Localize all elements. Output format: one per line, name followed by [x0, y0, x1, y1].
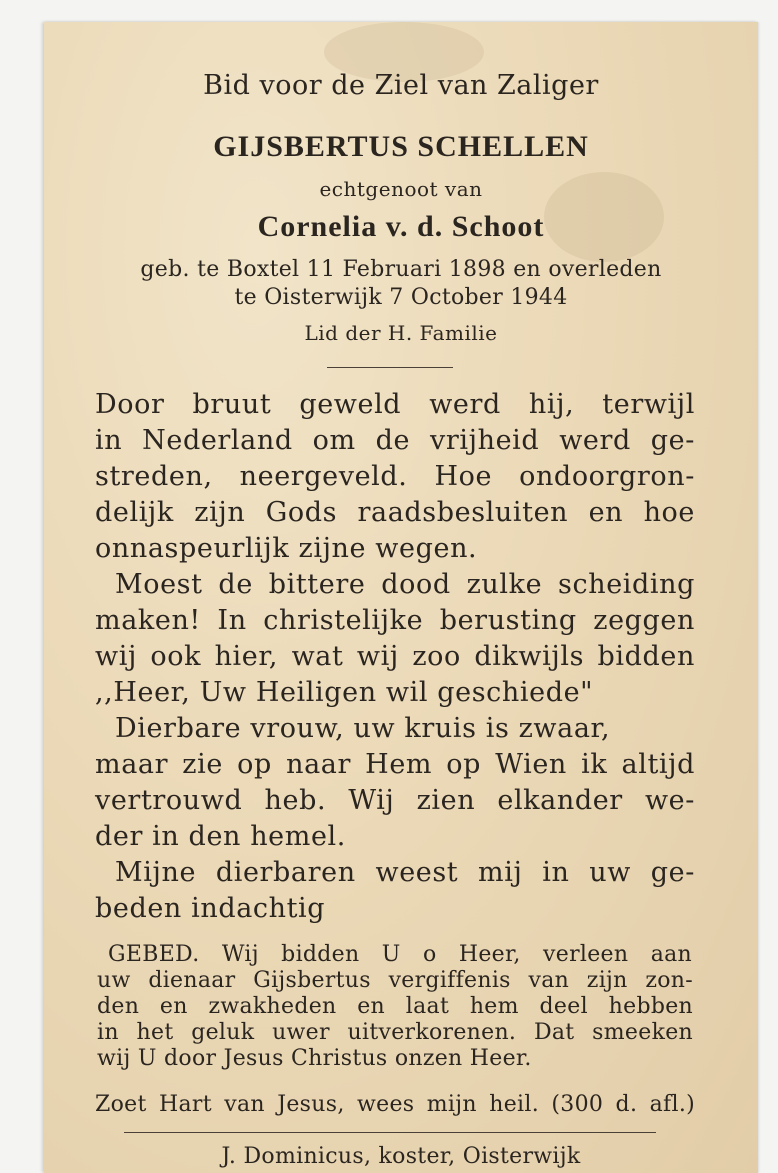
body-line: beden indachtig	[95, 893, 326, 924]
body-line: Moest de bittere dood zulke scheiding	[115, 569, 695, 600]
birth-death-line: te Oisterwijk 7 October 1944	[234, 285, 568, 310]
indulgence: Zoet Hart van Jesus, wees mijn heil. (300 d. afl.)	[95, 1092, 695, 1117]
body-line: streden, neergeveld. Hoe ondoorgron-	[95, 461, 695, 492]
deceased-name: GIJSBERTUS SCHELLEN	[213, 130, 589, 163]
spouse-name: Cornelia v. d. Schoot	[257, 210, 545, 243]
prayer-line: GEBED. Wij bidden U o Heer, verleen aan	[108, 942, 692, 967]
birth-death-line: geb. te Boxtel 11 Februari 1898 en overleden	[140, 257, 662, 282]
prayer-line: den en zwakheden en laat hem deel hebben	[97, 994, 693, 1019]
printer: J. Dominicus, koster, Oisterwijk	[221, 1144, 581, 1169]
divider	[124, 1132, 656, 1133]
prayer-line: in het geluk uwer uitverkorenen. Dat smeeken	[97, 1020, 693, 1045]
body-line: delijk zijn Gods raadsbesluiten en hoe	[95, 497, 695, 528]
body-line: Door bruut geweld werd hij, terwijl	[95, 389, 695, 420]
memorial-card	[44, 22, 758, 1173]
body-line: wij ook hier, wat wij zoo dikwijls bidden	[95, 641, 695, 672]
body-line: ,,Heer, Uw Heiligen wil geschiede"	[95, 677, 594, 708]
prayer-line: wij U door Jesus Christus onzen Heer.	[97, 1046, 532, 1071]
body-line: Mijne dierbaren weest mij in uw ge-	[115, 857, 695, 888]
body-line: maar zie op naar Hem op Wien ik altijd	[95, 749, 695, 780]
body-line: maken! In christelijke berusting zeggen	[95, 605, 695, 636]
divider	[327, 367, 453, 368]
body-line: der in den hemel.	[95, 821, 346, 852]
body-line: Dierbare vrouw, uw kruis is zwaar,	[115, 713, 611, 744]
membership: Lid der H. Familie	[304, 321, 498, 345]
body-line: onnaspeurlijk zijne wegen.	[95, 533, 478, 564]
relation: echtgenoot van	[319, 177, 483, 201]
body-line: in Nederland om de vrijheid werd ge-	[95, 425, 695, 456]
body-line: vertrouwd heb. Wij zien elkander we-	[95, 785, 695, 816]
prayer-line: uw dienaar Gijsbertus vergiffenis van zijn zon-	[97, 968, 693, 993]
heading: Bid voor de Ziel van Zaliger	[203, 70, 599, 101]
